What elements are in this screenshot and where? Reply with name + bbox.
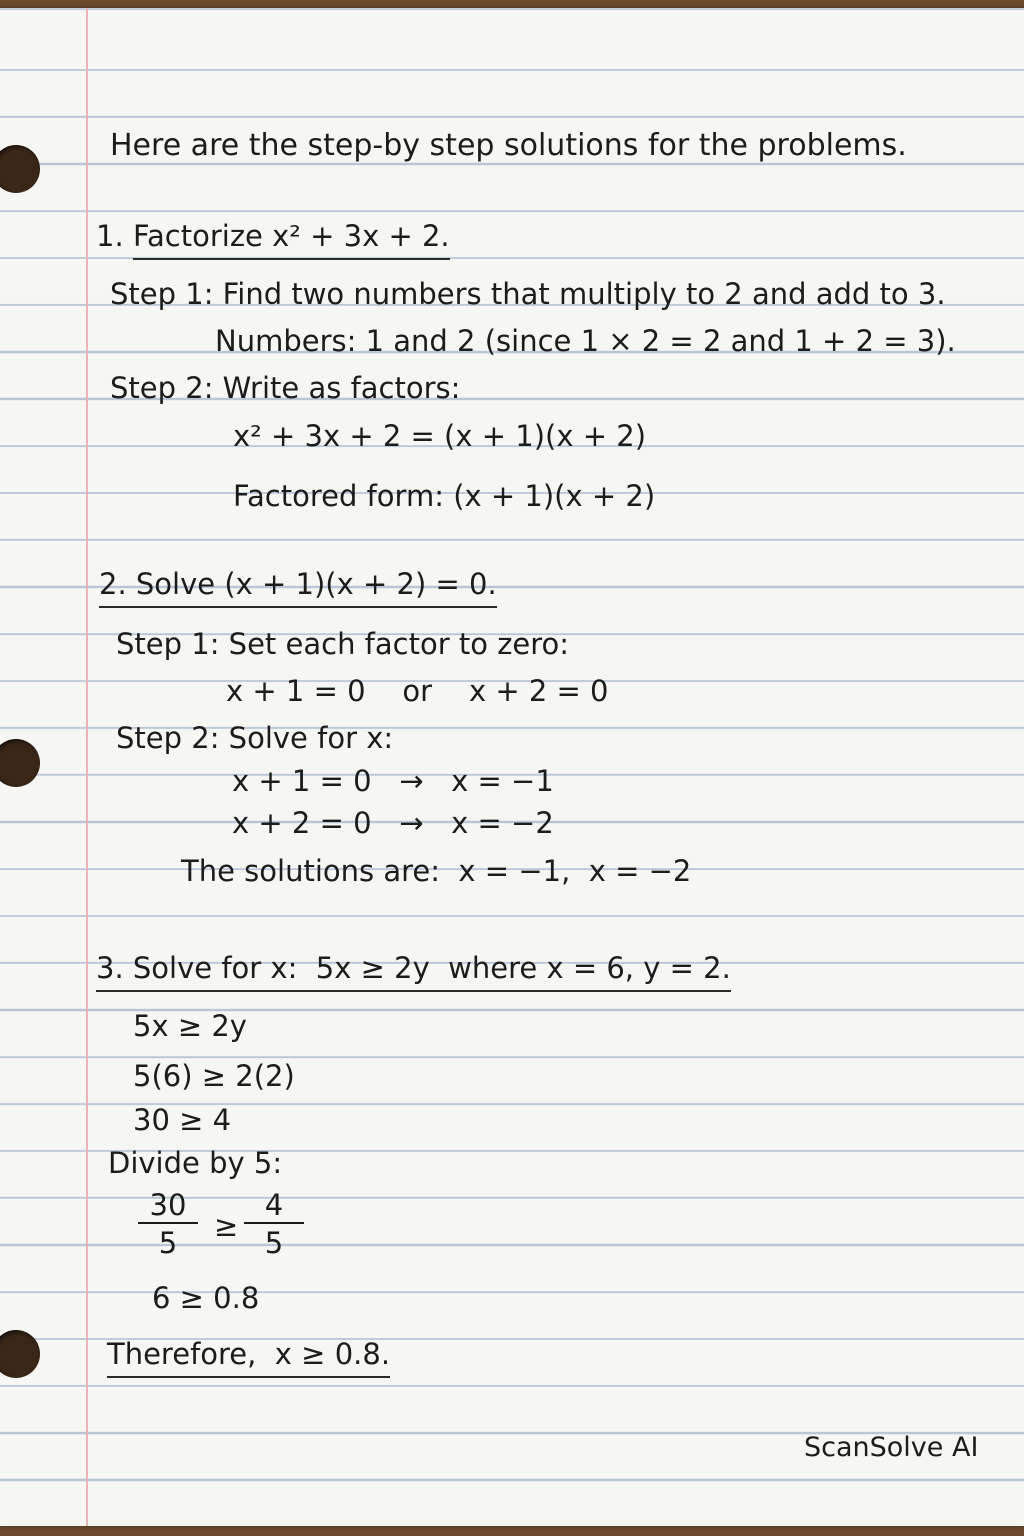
problem1-numbers: Numbers: 1 and 2 (since 1 × 2 = 2 and 1 + 2 = 3). bbox=[215, 324, 956, 358]
problem2-solve-line1: x + 1 = 0 → x = −1 bbox=[232, 764, 554, 798]
problem2-factors: x + 1 = 0 or x + 2 = 0 bbox=[226, 674, 609, 708]
signature: ScanSolve AI bbox=[804, 1432, 979, 1463]
punch-hole-top bbox=[0, 145, 40, 193]
punch-hole-bottom bbox=[0, 1330, 40, 1378]
fraction-left-numerator: 30 bbox=[138, 1188, 198, 1224]
intro-text: Here are the step-by step solutions for the problems. bbox=[110, 128, 907, 163]
fraction-left-denominator: 5 bbox=[158, 1226, 178, 1260]
fraction-right bbox=[244, 1188, 304, 1262]
problem3-line3: 30 ≥ 4 bbox=[133, 1103, 232, 1137]
problem3-conclusion: Therefore, x ≥ 0.8. bbox=[107, 1336, 390, 1378]
problem2-heading: 2. Solve (x + 1)(x + 2) = 0. bbox=[99, 566, 497, 608]
notebook-paper bbox=[0, 8, 1024, 1526]
problem1-step2: Step 2: Write as factors: bbox=[110, 371, 461, 405]
fraction-operator: ≥ bbox=[214, 1209, 239, 1243]
problem1-number: 1. bbox=[96, 219, 124, 253]
problem1-factored-form: Factored form: (x + 1)(x + 2) bbox=[233, 479, 656, 513]
problem2-step2: Step 2: Solve for x: bbox=[116, 721, 394, 755]
fraction-right-numerator: 4 bbox=[244, 1188, 304, 1224]
problem1-equation: x² + 3x + 2 = (x + 1)(x + 2) bbox=[233, 419, 647, 453]
problem1-step1: Step 1: Find two numbers that multiply to 2 and add to 3. bbox=[110, 277, 946, 311]
problem2-solutions: The solutions are: x = −1, x = −2 bbox=[181, 854, 692, 888]
fraction-right-denominator: 5 bbox=[264, 1226, 284, 1260]
fraction-left bbox=[138, 1188, 198, 1262]
margin-line bbox=[86, 8, 88, 1526]
problem3-divide: Divide by 5: bbox=[108, 1146, 283, 1180]
problem3-line1: 5x ≥ 2y bbox=[133, 1009, 247, 1043]
problem2-solve-line2: x + 2 = 0 → x = −2 bbox=[232, 806, 554, 840]
problem3-heading: 3. Solve for x: 5x ≥ 2y where x = 6, y = 2. bbox=[96, 950, 731, 992]
punch-hole-middle bbox=[0, 739, 40, 787]
problem2-step1: Step 1: Set each factor to zero: bbox=[116, 627, 570, 661]
problem3-line4: 6 ≥ 0.8 bbox=[152, 1281, 260, 1315]
problem3-line2: 5(6) ≥ 2(2) bbox=[133, 1059, 295, 1093]
problem1-heading: Factorize x² + 3x + 2. bbox=[133, 218, 450, 260]
